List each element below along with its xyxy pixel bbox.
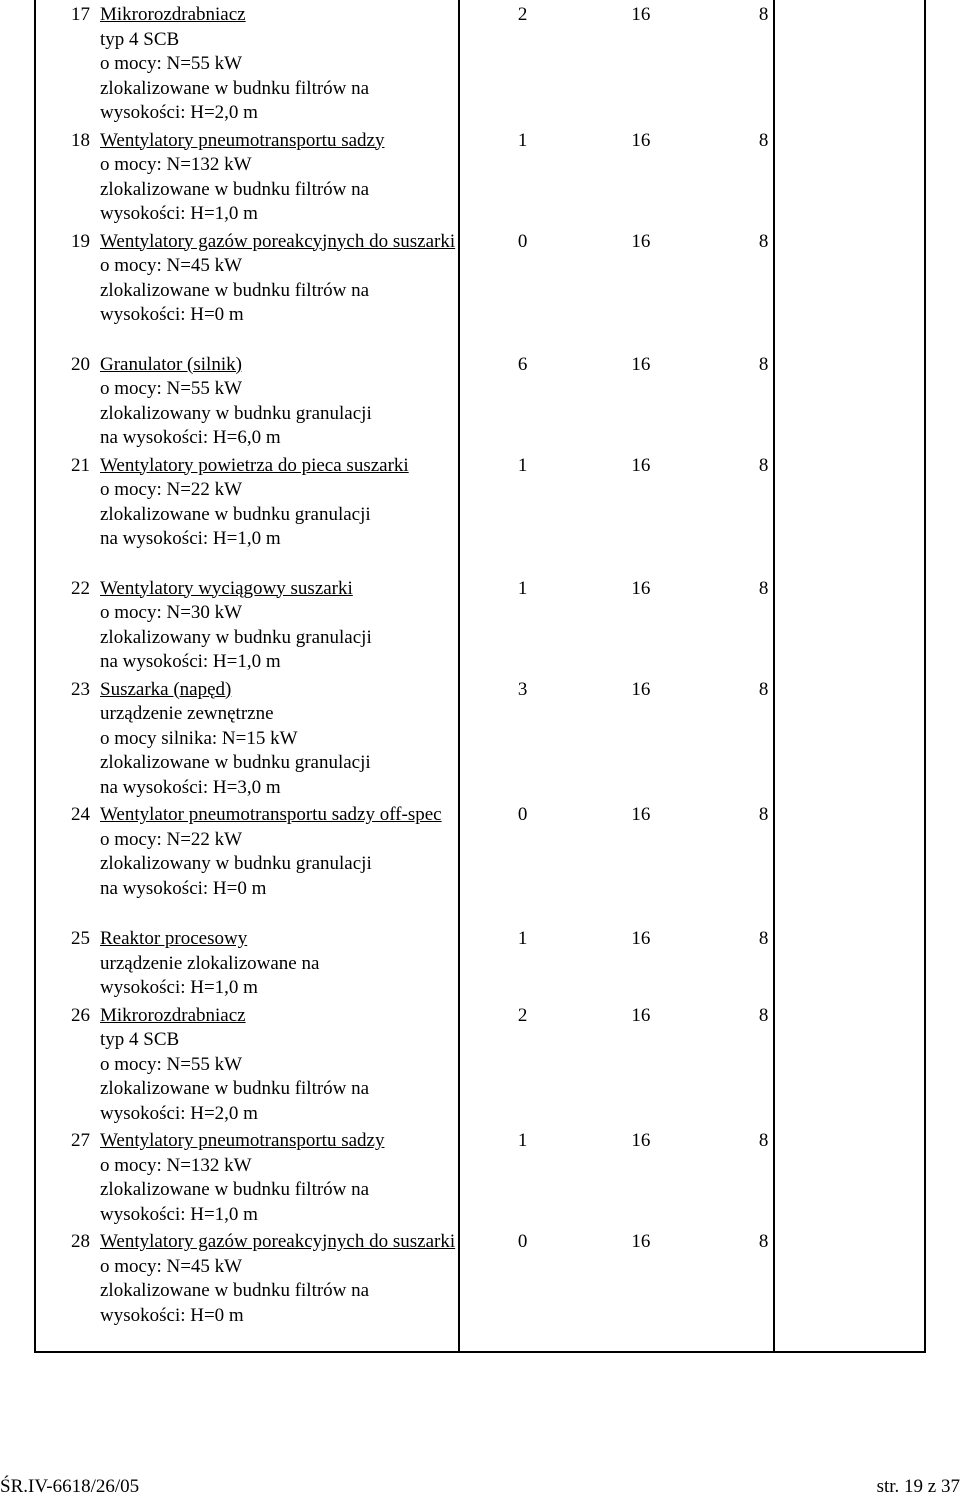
equipment-description (100, 803, 458, 901)
row-number: 18 (71, 129, 90, 151)
description-cell (35, 227, 459, 350)
value-a: 1 (517, 129, 528, 151)
values-cell (459, 227, 773, 350)
equipment-detail-line: na wysokości: H=1,0 m (100, 528, 281, 549)
row-number: 23 (71, 678, 90, 700)
value-c: 8 (758, 129, 769, 151)
value-c: 8 (758, 4, 769, 25)
table-row (35, 227, 925, 350)
value-b: 16 (631, 804, 651, 825)
value-a: 1 (517, 1130, 528, 1151)
equipment-detail-line: urządzenie zlokalizowane na (100, 952, 320, 974)
value-b: 16 (631, 230, 651, 252)
equipment-description (100, 3, 458, 126)
description-cell (35, 126, 459, 227)
document-reference: ŚR.IV-6618/26/05 (0, 1476, 140, 1497)
equipment-detail-line: zlokalizowane w budnku granulacji (100, 503, 371, 525)
table-row (35, 1126, 925, 1227)
equipment-detail-line: zlokalizowane w budnku filtrów na (100, 77, 370, 99)
description-cell (35, 350, 459, 451)
equipment-detail-line: wysokości: H=1,0 m (100, 1203, 258, 1225)
equipment-name: Wentylatory pneumotransportu sadzy (100, 129, 385, 151)
equipment-name: Suszarka (napęd) (100, 678, 232, 700)
value-c: 8 (758, 577, 769, 599)
value-a: 1 (517, 454, 528, 476)
value-b: 16 (631, 928, 651, 949)
value-a: 1 (517, 577, 528, 599)
equipment-description (100, 454, 458, 552)
equipment-detail-line: zlokalizowany w budnku granulacji (100, 402, 372, 424)
equipment-detail-line: zlokalizowane w budnku filtrów na (100, 1280, 370, 1301)
empty-cell (774, 227, 925, 350)
row-number: 21 (71, 454, 90, 476)
values-cell (459, 350, 773, 451)
description-cell (35, 0, 459, 126)
equipment-detail-line: wysokości: H=2,0 m (100, 102, 258, 123)
row-number: 28 (71, 1231, 90, 1252)
description-cell (35, 924, 459, 1001)
value-c: 8 (758, 1130, 769, 1151)
row-number: 22 (71, 577, 90, 599)
equipment-description (100, 1230, 458, 1328)
equipment-description (100, 129, 458, 227)
value-c: 8 (758, 353, 769, 375)
equipment-detail-line: na wysokości: H=0 m (100, 877, 267, 899)
equipment-detail-line: o mocy: N=132 kW (100, 1154, 252, 1176)
description-cell (35, 675, 459, 801)
equipment-detail-line: o mocy: N=55 kW (100, 378, 243, 399)
empty-cell (774, 126, 925, 227)
row-number: 20 (71, 353, 90, 375)
value-a: 6 (517, 353, 528, 375)
equipment-detail-line: o mocy: N=132 kW (100, 154, 252, 175)
equipment-detail-line: wysokości: H=0 m (100, 1304, 244, 1326)
equipment-detail-line: o mocy: N=22 kW (100, 828, 243, 850)
table-body (35, 0, 925, 1352)
value-a: 0 (517, 804, 528, 825)
empty-cell (774, 924, 925, 1001)
values-cell (459, 0, 773, 126)
equipment-name: Wentylatory pneumotransportu sadzy (100, 1130, 385, 1151)
empty-cell (774, 800, 925, 924)
value-b: 16 (631, 4, 651, 25)
value-c: 8 (758, 1004, 769, 1026)
value-a: 0 (517, 230, 528, 252)
equipment-detail-line: o mocy: N=22 kW (100, 479, 243, 500)
equipment-description (100, 577, 458, 675)
value-c: 8 (758, 928, 769, 949)
table-row (35, 126, 925, 227)
equipment-detail-line: o mocy: N=55 kW (100, 53, 243, 74)
row-number: 25 (71, 928, 90, 949)
values-cell (459, 1227, 773, 1352)
values-cell (459, 451, 773, 574)
value-a: 2 (517, 4, 528, 25)
equipment-name: Wentylator pneumotransportu sadzy off-spec (100, 804, 442, 825)
equipment-table (34, 0, 926, 1353)
value-a: 2 (517, 1004, 528, 1026)
equipment-name: Reaktor procesowy (100, 928, 248, 949)
values-cell (459, 574, 773, 675)
values-cell (459, 675, 773, 801)
empty-cell (774, 675, 925, 801)
empty-cell (774, 0, 925, 126)
table-row (35, 675, 925, 801)
empty-cell (774, 574, 925, 675)
table-row (35, 0, 925, 126)
values-cell (459, 924, 773, 1001)
equipment-description (100, 1129, 458, 1227)
equipment-name: Wentylatory wyciągowy suszarki (100, 577, 353, 599)
value-b: 16 (631, 678, 651, 700)
empty-cell (774, 1001, 925, 1127)
equipment-name: Mikrorozdrabniacz (100, 1004, 246, 1026)
equipment-description (100, 230, 458, 328)
equipment-detail-line: zlokalizowane w budnku filtrów na (100, 1078, 370, 1099)
description-cell (35, 800, 459, 924)
equipment-detail-line: wysokości: H=0 m (100, 304, 244, 325)
table-row (35, 1227, 925, 1352)
value-b: 16 (631, 129, 651, 151)
values-cell (459, 1001, 773, 1127)
equipment-detail-line: o mocy: N=30 kW (100, 602, 243, 623)
equipment-detail-line: o mocy: N=45 kW (100, 255, 243, 276)
equipment-name: Wentylatory powietrza do pieca suszarki (100, 454, 409, 476)
value-c: 8 (758, 1231, 769, 1252)
value-c: 8 (758, 804, 769, 825)
row-number: 24 (71, 804, 90, 825)
value-b: 16 (631, 577, 651, 599)
equipment-name: Wentylatory gazów poreakcyjnych do suszarki (100, 230, 456, 252)
equipment-detail-line: o mocy: N=55 kW (100, 1053, 243, 1075)
equipment-description (100, 1004, 458, 1127)
empty-cell (774, 451, 925, 574)
row-number: 19 (71, 230, 90, 252)
table-row (35, 574, 925, 675)
value-c: 8 (758, 678, 769, 700)
equipment-detail-line: wysokości: H=1,0 m (100, 203, 258, 224)
equipment-detail-line: zlokalizowane w budnku filtrów na (100, 178, 370, 200)
table-row (35, 451, 925, 574)
equipment-detail-line: wysokości: H=1,0 m (100, 977, 258, 998)
equipment-name: Wentylatory gazów poreakcyjnych do suszarki (100, 1231, 456, 1252)
values-cell (459, 1126, 773, 1227)
equipment-detail-line: o mocy: N=45 kW (100, 1255, 243, 1277)
value-b: 16 (631, 353, 651, 375)
value-c: 8 (758, 230, 769, 252)
table-row (35, 924, 925, 1001)
equipment-detail-line: na wysokości: H=3,0 m (100, 776, 281, 798)
equipment-detail-line: na wysokości: H=6,0 m (100, 427, 281, 448)
value-b: 16 (631, 1130, 651, 1151)
description-cell (35, 1126, 459, 1227)
value-b: 16 (631, 1231, 651, 1252)
empty-cell (774, 1227, 925, 1352)
equipment-description (100, 678, 458, 801)
value-b: 16 (631, 454, 651, 476)
value-b: 16 (631, 1004, 651, 1026)
row-number: 26 (71, 1004, 90, 1026)
equipment-detail-line: zlokalizowane w budnku filtrów na (100, 279, 370, 301)
equipment-name: Mikrorozdrabniacz (100, 4, 246, 25)
equipment-detail-line: typ 4 SCB (100, 28, 180, 50)
row-number: 17 (71, 4, 90, 25)
description-cell (35, 451, 459, 574)
equipment-detail-line: zlokalizowane w budnku filtrów na (100, 1179, 370, 1200)
equipment-detail-line: zlokalizowany w budnku granulacji (100, 626, 372, 648)
values-cell (459, 800, 773, 924)
equipment-name: Granulator (silnik) (100, 353, 242, 375)
value-a: 3 (517, 678, 528, 700)
value-a: 1 (517, 928, 528, 949)
page-number: str. 19 z 37 (876, 1476, 960, 1497)
value-c: 8 (758, 454, 769, 476)
table-row (35, 800, 925, 924)
equipment-detail-line: urządzenie zewnętrzne (100, 703, 274, 724)
value-a: 0 (517, 1231, 528, 1252)
table-row (35, 1001, 925, 1127)
equipment-detail-line: zlokalizowane w budnku granulacji (100, 752, 371, 773)
description-cell (35, 1227, 459, 1352)
equipment-description (100, 353, 458, 451)
equipment-detail-line: typ 4 SCB (100, 1029, 180, 1050)
equipment-detail-line: wysokości: H=2,0 m (100, 1102, 258, 1124)
values-cell (459, 126, 773, 227)
equipment-description (100, 927, 458, 1001)
equipment-detail-line: na wysokości: H=1,0 m (100, 651, 281, 672)
equipment-detail-line: zlokalizowany w budnku granulacji (100, 853, 372, 874)
table-row (35, 350, 925, 451)
description-cell (35, 574, 459, 675)
description-cell (35, 1001, 459, 1127)
equipment-detail-line: o mocy silnika: N=15 kW (100, 727, 298, 749)
empty-cell (774, 350, 925, 451)
row-number: 27 (71, 1130, 90, 1151)
empty-cell (774, 1126, 925, 1227)
